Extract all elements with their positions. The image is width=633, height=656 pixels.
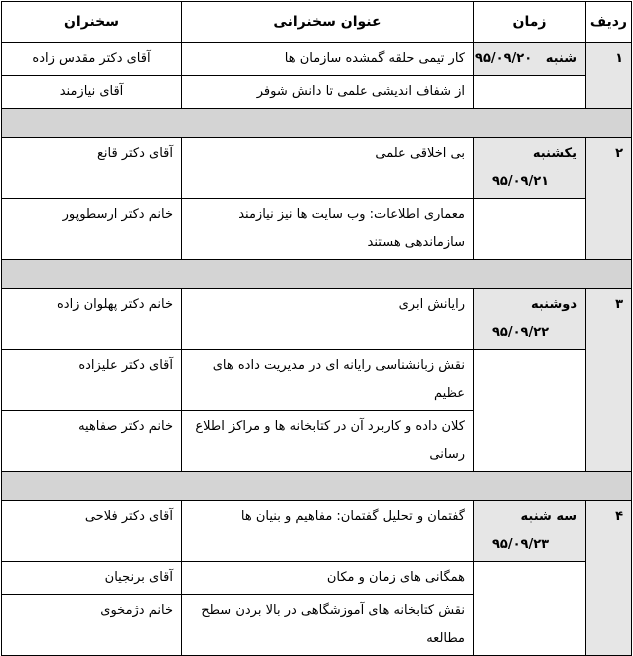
header-row — [2, 2, 632, 43]
row-number: ۲ — [586, 138, 632, 260]
header-speaker: سخنران — [2, 2, 182, 43]
talk-title: معماری اطلاعات: وب سایت ها نیز نیازمند سازماندهی هستند — [182, 199, 474, 260]
row-number: ۳ — [586, 289, 632, 472]
table-row — [2, 501, 632, 562]
separator-row — [2, 260, 632, 289]
date-value: ۹۵/۰۹/۲۳ — [492, 537, 550, 552]
empty-cell — [474, 562, 586, 656]
separator-row — [2, 109, 632, 138]
talk-title: گفتمان و تحلیل گفتمان: مفاهیم و بنیان ها — [182, 501, 474, 562]
day-name: شنبه — [545, 51, 577, 66]
talk-title: رایانش ابری — [182, 289, 474, 350]
separator-row — [2, 472, 632, 501]
table-row — [2, 43, 632, 76]
table-row — [2, 138, 632, 199]
header-title: عنوان سخنرانی — [182, 2, 474, 43]
talk-speaker: خانم دکتر ارسطوپور — [2, 199, 182, 260]
day-name: یکشنبه — [532, 146, 577, 161]
date-value: ۹۵/۰۹/۲۰ — [475, 51, 533, 66]
empty-cell — [474, 350, 586, 472]
talk-speaker: خانم دکتر صفاهیه — [2, 411, 182, 472]
talk-title: نقش زبانشناسی رایانه ای در مدیریت داده های عظیم — [182, 350, 474, 411]
date-value: ۹۵/۰۹/۲۱ — [492, 174, 550, 189]
day-date-cell — [474, 43, 586, 76]
day-date-cell — [474, 289, 586, 350]
talk-title: نقش کتابخانه های آموزشگاهی در بالا بردن سطح مطالعه — [182, 595, 474, 656]
talk-title: کلان داده و کاربرد آن در کتابخانه ها و مراکز اطلاع رسانی — [182, 411, 474, 472]
talk-speaker: آقای دکتر مقدس زاده — [2, 43, 182, 76]
empty-cell — [474, 199, 586, 260]
table-row — [2, 289, 632, 350]
talk-title: همگانی های زمان و مکان — [182, 562, 474, 595]
table-row — [2, 350, 632, 411]
header-row-no: ردیف — [586, 2, 632, 43]
talk-speaker: آقای دکتر قانع — [2, 138, 182, 199]
talk-speaker: آقای برنجیان — [2, 562, 182, 595]
talk-speaker: خانم دژمخوی — [2, 595, 182, 656]
schedule-table — [1, 1, 632, 656]
talk-title: کار تیمی حلقه گمشده سازمان ها — [182, 43, 474, 76]
talk-speaker: خانم دکتر پهلوان زاده — [2, 289, 182, 350]
table-row — [2, 562, 632, 595]
empty-cell — [474, 76, 586, 109]
talk-speaker: آقای دکتر فلاحی — [2, 501, 182, 562]
day-date-cell — [474, 138, 586, 199]
row-number: ۱ — [586, 43, 632, 109]
date-value: ۹۵/۰۹/۲۲ — [492, 325, 550, 340]
day-name: سه شنبه — [520, 509, 577, 524]
row-number: ۴ — [586, 501, 632, 656]
table-row — [2, 199, 632, 260]
talk-title: بی اخلاقی علمی — [182, 138, 474, 199]
talk-speaker: آقای نیازمند — [2, 76, 182, 109]
day-name: دوشنبه — [530, 297, 577, 312]
table-row — [2, 76, 632, 109]
talk-speaker: آقای دکتر علیزاده — [2, 350, 182, 411]
header-time: زمان — [474, 2, 586, 43]
day-date-cell — [474, 501, 586, 562]
talk-title: از شفاف اندیشی علمی تا دانش شوفر — [182, 76, 474, 109]
